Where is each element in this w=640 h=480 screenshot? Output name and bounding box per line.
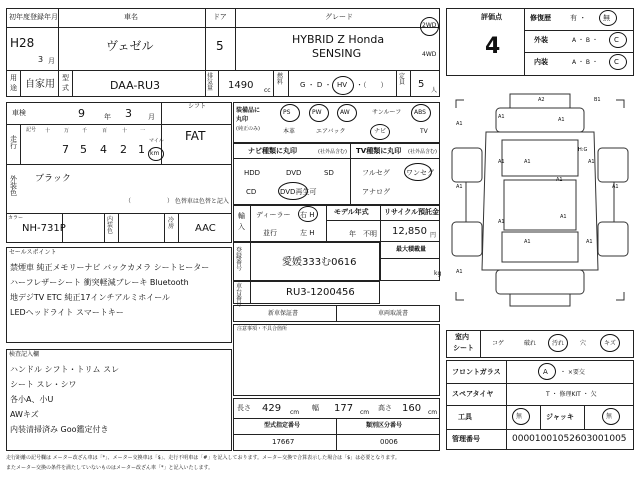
caution-box [233, 324, 440, 396]
parallel-label: 並行 [263, 229, 277, 237]
shaken-year: 9 [78, 107, 85, 120]
glass-tail: ・ ×要交 [560, 369, 585, 376]
model-year-label: モデル年式 [334, 208, 369, 216]
diagram-label: A1 [456, 184, 463, 190]
diagram-label: A1 [456, 269, 463, 275]
tv-oneseg: ワンセグ [406, 169, 434, 177]
grade-line2: SENSING [312, 47, 362, 60]
interior-answer: C [614, 58, 619, 66]
diagram-label: H:G [578, 147, 588, 153]
equip-circle [309, 104, 329, 122]
jack-answer: 無 [606, 413, 613, 420]
tv-fullseg: フルセグ [362, 169, 390, 177]
equipment-item: サンルーフ [372, 109, 402, 116]
navi-label: ナビ種類に丸印 [248, 147, 297, 155]
door-label: ドア [213, 13, 227, 21]
mgmt-value: 00001001052603001005 [512, 434, 627, 444]
length-label: 長さ [237, 404, 251, 412]
cc-unit: cc [264, 87, 271, 94]
recycle-label: リサイクル預託金 [384, 208, 440, 216]
color-code-label: カラー [8, 215, 24, 221]
diagram-label: A2 [538, 97, 545, 103]
vehicle-manual: 車両取説書 [378, 310, 409, 317]
equipment-item: AW [340, 109, 350, 116]
equipment-item: PS [283, 109, 291, 116]
kg-unit: kg [434, 270, 442, 277]
wd-2: 2WD [422, 22, 437, 29]
model-no-label: 型式指定番号 [264, 422, 301, 429]
cooler-value: AAC [195, 223, 216, 234]
import-label2: 入 [238, 223, 245, 231]
fuel-hv: HV [337, 81, 348, 89]
caution-label: 注意事項・不具合箇所 [237, 326, 288, 332]
height-value: 160 [402, 403, 422, 414]
handle-right: 右 H [300, 211, 315, 219]
exterior-opts: A ・ B ・ [572, 37, 598, 44]
use-value: 自家用 [25, 79, 55, 90]
cap-label: 定員 [399, 73, 406, 86]
mileage-unit: 万 [64, 128, 70, 134]
width-value: 177 [334, 403, 354, 414]
diagram-label: A1 [556, 177, 563, 183]
km-label: km [150, 150, 160, 157]
color-code: NH-731P [22, 223, 66, 234]
footer-line2: またメーター交換の条件を満たしていないものはメーター改ざん車「*」と記入いたします。 [6, 465, 214, 471]
equipment-item2: TV [420, 128, 428, 135]
navi-sub: (社外品含む) [318, 149, 347, 155]
mileage-unit: 十 [45, 128, 51, 134]
navi-sd: SD [324, 169, 334, 177]
equip-circle [411, 104, 431, 122]
reg-month-unit: 月 [48, 57, 55, 65]
tools-answer: 無 [516, 413, 523, 420]
inspector-note-line: 各小A、小U [10, 395, 54, 404]
exterior-answer: C [614, 36, 619, 44]
seat-option: 汚れ [552, 340, 565, 347]
diagram-label: A1 [560, 214, 567, 220]
glass-label: フロントガラス [452, 368, 501, 376]
height-label: 高さ [378, 404, 392, 412]
equip-circle [280, 104, 300, 122]
inspector-note-line: 内装清掃済み Goo鑑定付き [10, 425, 109, 434]
inspector-note-line: ハンドル シフト・トリム スレ [10, 365, 120, 374]
cap-unit: 人 [431, 87, 438, 94]
kiroku-label: 記号 [26, 127, 37, 133]
seat-option-circle [600, 334, 620, 352]
wd-4: 4WD [422, 51, 437, 58]
seat-label1: 室内 [455, 333, 469, 341]
mileage-digit: 4 [100, 143, 107, 156]
equipment-item2: 本革 [283, 128, 296, 135]
diagram-label: A1 [524, 239, 531, 245]
mileage-digit: 5 [80, 143, 87, 156]
equipment-item2: エアバック [316, 128, 346, 135]
door-count: 5 [216, 39, 224, 53]
score-label: 評価点 [481, 13, 502, 21]
seat-option: 穴 [580, 340, 587, 347]
equipment-item: PW [312, 109, 322, 116]
name-label: 車名 [124, 13, 138, 21]
diagram-label: A1 [456, 121, 463, 127]
mileage-unit: 一 [140, 128, 146, 134]
tv-label: TV種類に丸印 [356, 147, 402, 155]
plate-label: 登録番号 [236, 247, 243, 272]
sales-point-line: 禁煙車 純正メモリーナビ バックカメラ シートヒーター [10, 263, 210, 272]
shaken-year-unit: 年 [104, 113, 111, 121]
equip-navi-circle [370, 124, 390, 140]
fuel-label: 燃料 [277, 73, 284, 86]
width-label: 幅 [312, 404, 319, 412]
chassis-label: 車台番号 [236, 283, 243, 308]
fuel-tail: ・（ ） [356, 81, 388, 89]
equip-label2: 丸印 [236, 116, 249, 123]
grade-label: グレード [325, 13, 353, 21]
mileage-unit: 十 [122, 128, 128, 134]
capacity: 5 [418, 79, 425, 90]
interior-color-label: 内装色 [107, 216, 114, 235]
score-value: 4 [485, 34, 501, 59]
plate-value: 愛媛333む0616 [282, 257, 357, 268]
repair-answer: 無 [603, 14, 610, 22]
vehicle-name: ヴェゼル [106, 39, 154, 53]
shaken-month-unit: 月 [148, 113, 155, 121]
tools-label: 工具 [458, 413, 472, 421]
shift-label: シフト [188, 103, 207, 110]
navi-hdd: HDD [244, 169, 261, 177]
mileage-digit: 1 [138, 143, 145, 156]
shift-value: FAT [185, 129, 206, 143]
reg-era: H28 [10, 36, 35, 50]
dealer-label: ディーラー [256, 211, 291, 219]
diagram-label: A1 [588, 159, 595, 165]
height-cm: cm [428, 409, 438, 416]
repair-label: 修復歴 [530, 14, 551, 22]
interior-label: 内装 [534, 58, 548, 66]
model-no: 17667 [272, 438, 295, 446]
chassis-value: RU3-1200456 [286, 287, 355, 298]
shaken-month: 3 [125, 107, 132, 120]
sales-point-label: セールスポイント [9, 249, 57, 256]
tv-sub: (社外品含む) [408, 149, 437, 155]
mgmt-label: 管理番号 [452, 435, 480, 443]
type-label2: 式 [62, 84, 69, 92]
handle-left: 左 H [300, 229, 315, 237]
sales-point-line: ハーフレザーシート 衝突軽減ブレーキ Bluetooth [10, 278, 189, 287]
diagram-label: A1 [524, 159, 531, 165]
sales-point-line: 地デジTV ETC 純正17インチアルミホイール [10, 293, 171, 302]
type-label: 型 [62, 74, 69, 82]
class-no: 0006 [380, 438, 398, 446]
max-load-label: 最大積載量 [396, 246, 427, 253]
glass-answer: A [543, 368, 548, 376]
shaken-label: 車検 [12, 109, 26, 117]
seat-option: コゲ [492, 340, 505, 347]
equip-circle [337, 104, 357, 122]
mile-label: マイル [149, 138, 164, 144]
diagram-label: A1 [586, 239, 593, 245]
navi-cd: CD [246, 188, 257, 196]
color-value: ブラック [35, 174, 71, 184]
sales-point-line: LEDヘッドライト スマートキー [10, 308, 124, 317]
mileage-digit: 7 [62, 143, 69, 156]
import-label: 輸 [238, 212, 245, 220]
navi-dvd-play: DVD再生可 [280, 188, 317, 196]
equip-label1: 装備品に [236, 107, 261, 114]
mileage-unit: 百 [102, 128, 108, 134]
grade-line1: HYBRID Z Honda [292, 33, 385, 46]
use-label: 用 [10, 74, 17, 82]
inspector-note-line: シート スレ・シワ [10, 380, 77, 389]
diagram-label: B1 [594, 97, 601, 103]
spare-label: スペアタイヤ [452, 390, 494, 398]
navi-dvd: DVD [286, 169, 302, 177]
spare-opts: T ・ 修理KIT ・ 欠 [546, 391, 597, 398]
inspector-note-line: AWキズ [10, 410, 39, 419]
seat-option: 破れ [524, 340, 537, 347]
equip-label3: (純正のみ) [236, 126, 260, 132]
mileage-unit: 千 [82, 128, 88, 134]
interior-opts: A ・ B ・ [572, 59, 598, 66]
car-damage-diagram [446, 80, 634, 320]
color-label: 外装色 [10, 175, 17, 197]
seat-label2: シート [453, 344, 474, 352]
mileage-digit: 2 [120, 143, 127, 156]
yen-unit: 円 [430, 232, 437, 239]
use-label2: 途 [10, 84, 17, 92]
class-no-label: 類別区分番号 [366, 422, 403, 429]
reg-month: 3 [38, 55, 44, 64]
reg-label: 初年度登録年月 [9, 13, 58, 21]
cooler-label: 冷房 [168, 217, 175, 230]
equipment-box [233, 102, 440, 143]
displacement: 1490 [228, 80, 254, 91]
seat-option: キズ [604, 340, 616, 347]
equipment-item: ABS [414, 109, 426, 116]
tv-analog: アナログ [362, 188, 390, 196]
length-value: 429 [262, 403, 282, 414]
diagram-label: A1 [498, 219, 505, 225]
repair-opts: 有 ・ [570, 14, 587, 22]
model-year: 年 不明 [349, 230, 377, 238]
fuel-options: G ・ D ・ [300, 81, 332, 89]
disp-label: 排気量 [207, 73, 214, 92]
type-value: DAA-RU3 [110, 79, 161, 92]
new-car-warranty: 新車保証書 [268, 310, 299, 317]
length-cm: cm [290, 409, 300, 416]
footer-line1: 走行距離の記号欄は メーター改ざん車は「*」、メーター交換車は「$」、走行不明車は「#」を記入しております。メーター交換で合算表示した場合は「$」は必要となります。 [6, 455, 400, 461]
recycle-value: 12,850 [392, 226, 427, 237]
inspector-notes-label: 検査記入欄 [9, 351, 40, 358]
exterior-label: 外装 [534, 36, 548, 44]
seat-option-circle [548, 334, 568, 352]
jack-label: ジャッキ [546, 413, 574, 421]
diagram-label: A1 [498, 114, 505, 120]
diagram-label: A1 [612, 184, 619, 190]
width-cm: cm [360, 409, 370, 416]
color-note: （ ） 色替車は色替と記入 [125, 198, 229, 205]
diagram-label: A1 [498, 159, 505, 165]
mileage-label: 走行 [10, 135, 17, 150]
equipment-item2: ナビ [374, 128, 387, 135]
diagram-label: A1 [558, 117, 565, 123]
